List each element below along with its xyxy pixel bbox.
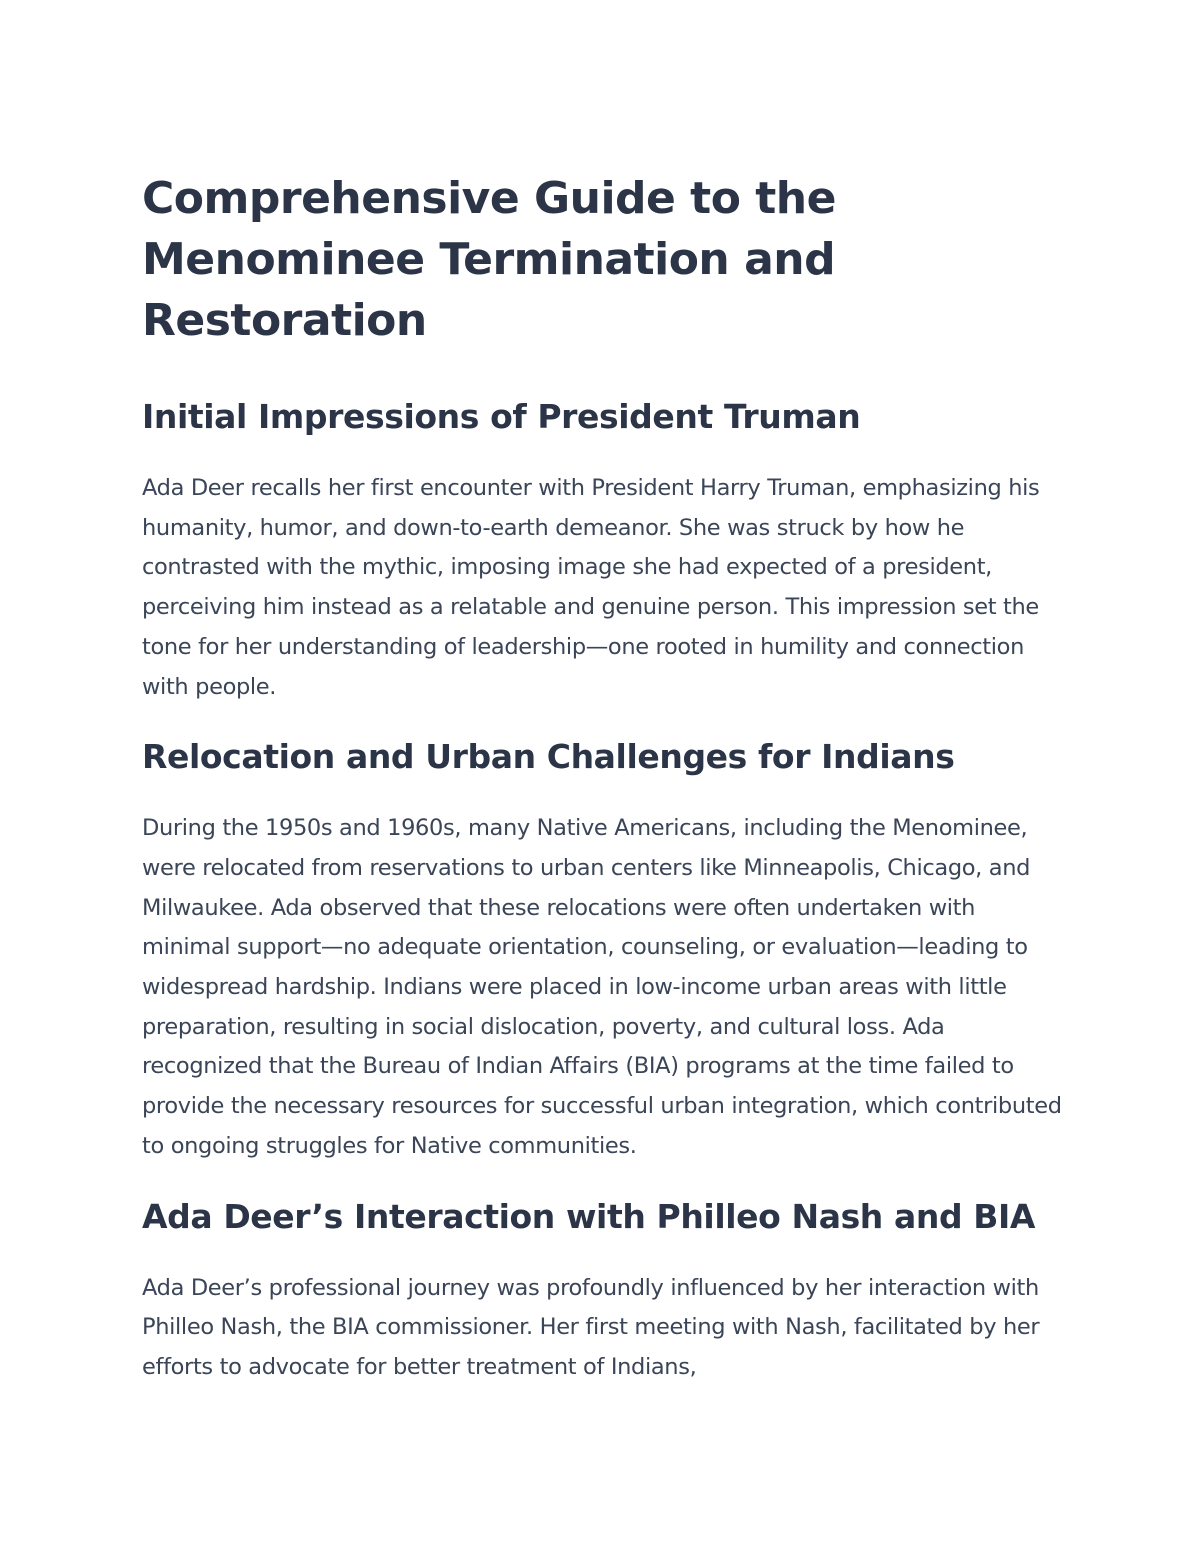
section-body-philleo-nash: Ada Deer’s professional journey was profoundly influenced by her interaction with Philleo Nash, the BIA commissioner. Her first meeting with Nash, facilitated by her efforts to advocate for better treatment of Indians, bbox=[142, 1274, 1040, 1380]
document-title: Comprehensive Guide to the Menominee Termination and Restoration bbox=[142, 173, 836, 346]
section-heading-relocation: Relocation and Urban Challenges for Indians bbox=[142, 737, 955, 777]
section-heading-philleo-nash: Ada Deer’s Interaction with Philleo Nash and BIA bbox=[142, 1196, 1036, 1236]
section-body-relocation: During the 1950s and 1960s, many Native Americans, including the Menominee, were relocated from reservations to urban centers like Minneapolis, Chicago, and Milwaukee. Ada observed that these relocations were often undertaken with minimal support—no adequate orientation, counseling, or evaluation—leading to widespread hardship. Indians were placed in low-income urban areas with little preparation, resulting in social dislocation, poverty, and cultural loss. Ada recognized that the Bureau of Indian Affairs (BIA) programs at the time failed to provide the necessary resources for successful urban integration, which contributed to ongoing struggles for Native communities. bbox=[142, 815, 1062, 1159]
section-heading-truman: Initial Impressions of President Truman bbox=[142, 397, 861, 436]
document-page bbox=[142, 168, 1062, 1388]
section-body-truman: Ada Deer recalls her first encounter with President Harry Truman, emphasizing his humanity, humor, and down-to-earth demeanor. She was struck by how he contrasted with the mythic, imposing image she had expected of a president, perceiving him instead as a relatable and genuine person. This impression set the tone for her understanding of leadership—one rooted in humility and connection with people. bbox=[142, 475, 1040, 700]
